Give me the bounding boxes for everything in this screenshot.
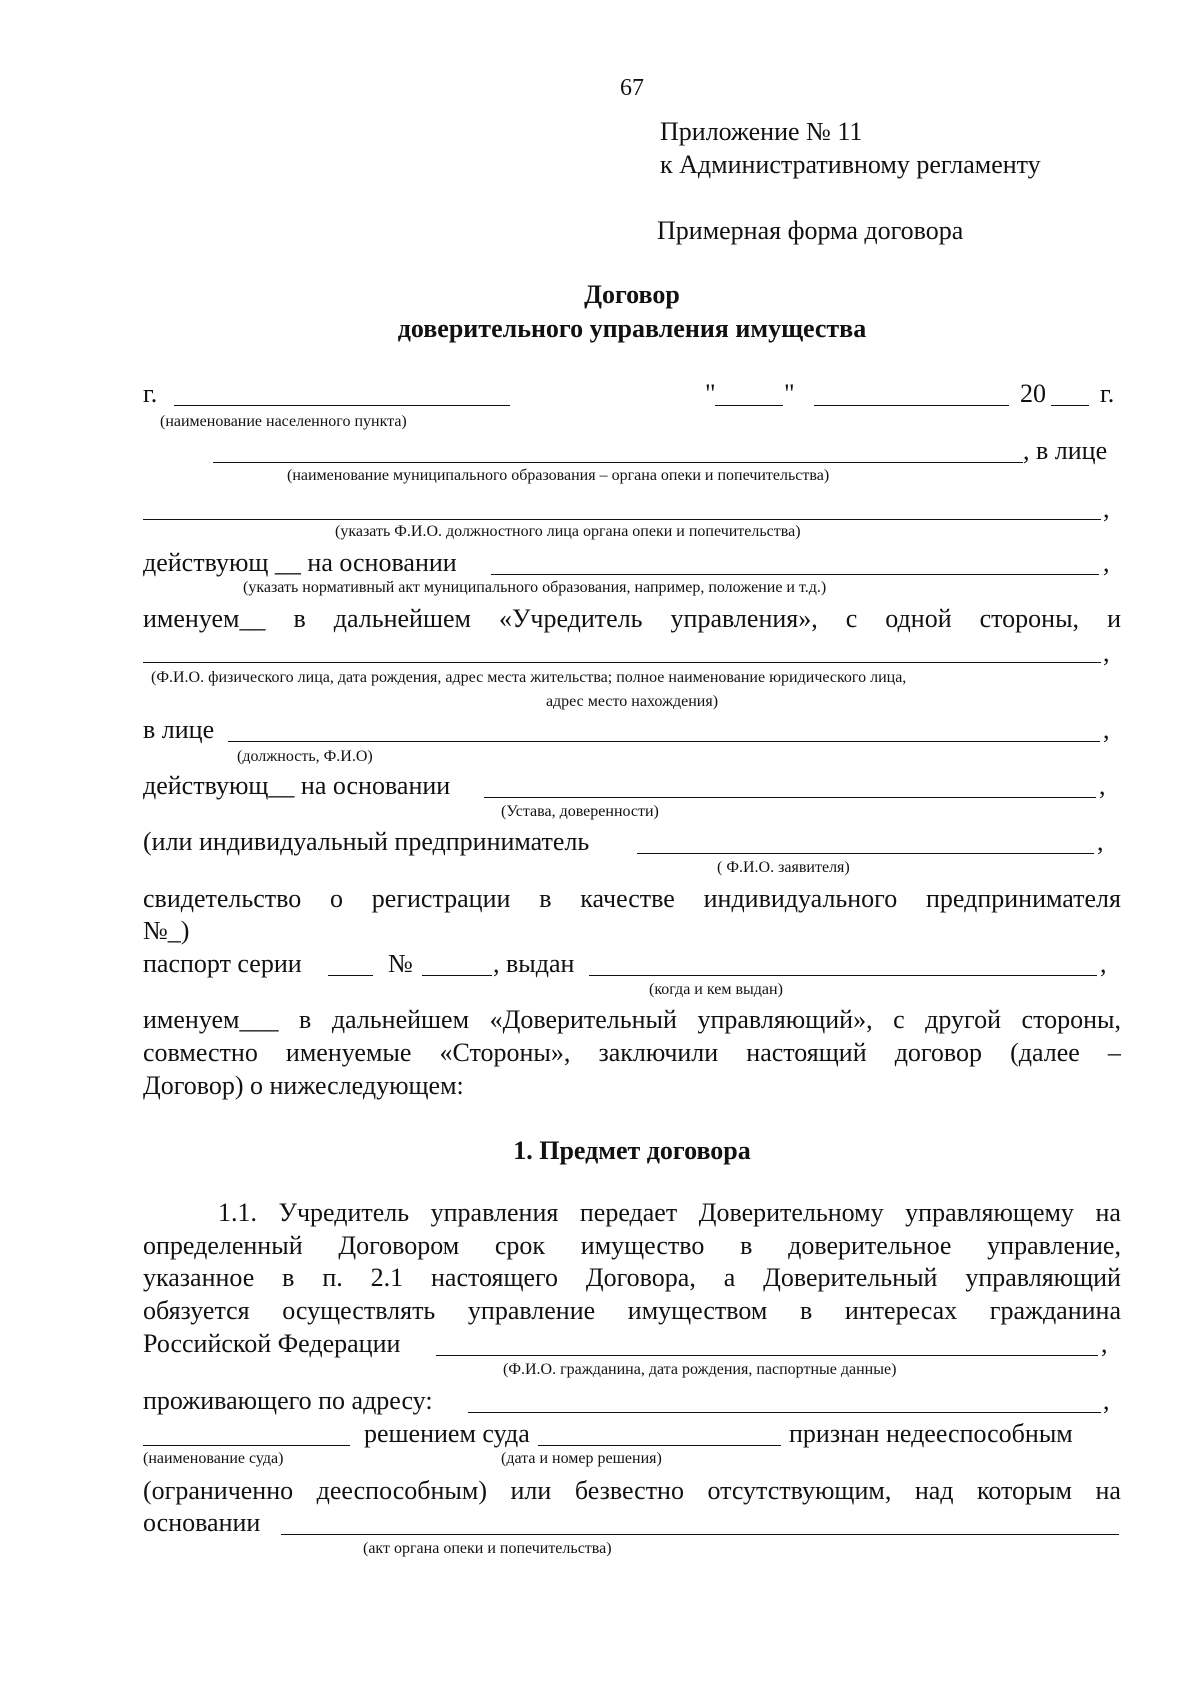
word: с: [893, 1005, 905, 1034]
section-heading: 1. Предмет договора: [513, 1136, 751, 1165]
date-quote-open: ": [705, 379, 716, 408]
official-comma: ,: [1103, 494, 1110, 523]
appendix-number: Приложение № 11: [660, 117, 863, 146]
word: настоящий: [746, 1038, 867, 1067]
jointly-named-line: [143, 1040, 1121, 1066]
municipality-blank: [213, 462, 1023, 463]
word: срок: [494, 1231, 546, 1260]
official-blank: [143, 519, 1101, 520]
day-blank: [715, 405, 783, 406]
word: предпринимателя: [925, 884, 1121, 913]
word: которым: [977, 1476, 1072, 1505]
word: в: [539, 884, 552, 913]
charter-blank: [484, 797, 1096, 798]
named-trustee-line: [143, 1007, 1121, 1033]
word: имуществом: [627, 1296, 768, 1325]
word: доверительное: [788, 1231, 952, 1260]
represented-by-label: в лице: [143, 715, 215, 744]
word: Учредитель: [278, 1198, 410, 1227]
issued-label: , выдан: [493, 949, 575, 978]
in-person-label: , в лице: [1023, 436, 1108, 465]
word: Доверительному: [698, 1198, 884, 1227]
issued-blank: [589, 975, 1097, 976]
citizen-blank: [436, 1355, 1098, 1356]
party-caption-line2: адрес место нахождения): [545, 693, 719, 710]
residing-label: проживающего по адресу:: [143, 1386, 433, 1415]
word: управления»,: [670, 604, 818, 633]
issued-caption: (когда и кем выдан): [649, 981, 783, 998]
word: другой: [925, 1005, 1001, 1034]
word: о: [330, 884, 344, 913]
city-prefix: г.: [143, 379, 158, 408]
municipality-caption: (наименование муниципального образования – органа опеки и попечительства): [287, 467, 830, 484]
paragraph-line: [143, 1265, 1121, 1291]
word: имущество: [580, 1231, 705, 1260]
word: «Стороны»,: [439, 1038, 571, 1067]
word: Договора,: [585, 1263, 696, 1292]
contract-title: Договор: [584, 280, 680, 309]
word: управляющий»,: [697, 1005, 873, 1034]
word: «Доверительный: [489, 1005, 677, 1034]
word: в: [799, 1296, 813, 1325]
certificate-number: №_): [143, 916, 190, 945]
named-founder-line: [143, 606, 1121, 632]
word: дальнейшем: [333, 604, 471, 633]
word: одной: [885, 604, 952, 633]
acting-basis-label: действующ __ на основании: [143, 548, 457, 577]
word: Доверительный: [763, 1263, 938, 1292]
russian-federation-label: Российской Федерации: [143, 1329, 401, 1358]
charter-caption: (Устава, доверенности): [501, 803, 659, 820]
court-blank: [143, 1445, 350, 1446]
applicant-blank: [637, 853, 1094, 854]
word: над: [914, 1476, 954, 1505]
paragraph-line: [143, 1298, 1121, 1324]
city-caption: (наименование населенного пункта): [160, 413, 407, 430]
word: именуем__: [143, 604, 266, 633]
word: на: [1095, 1198, 1121, 1227]
form-note: Примерная форма договора: [657, 216, 964, 245]
entrepreneur-label: (или индивидуальный предприниматель: [143, 827, 590, 856]
basis-blank: [491, 574, 1099, 575]
limited-capacity-line: [143, 1478, 1121, 1504]
word: именуемые: [285, 1038, 412, 1067]
word: стороны,: [1021, 1005, 1121, 1034]
word: 2.1: [370, 1263, 404, 1292]
word: передает: [579, 1198, 678, 1227]
word: дееспособным): [316, 1476, 487, 1505]
word: регистрации: [371, 884, 511, 913]
word: управляющий: [965, 1263, 1121, 1292]
representative-comma: ,: [1103, 715, 1110, 744]
word: управление,: [987, 1231, 1121, 1260]
issued-comma: ,: [1100, 949, 1107, 978]
word: совместно: [143, 1038, 258, 1067]
court-caption: (наименование суда): [143, 1450, 284, 1467]
address-comma: ,: [1103, 1386, 1110, 1415]
word: договор: [894, 1038, 983, 1067]
word: на: [1095, 1476, 1121, 1505]
charter-comma: ,: [1099, 771, 1106, 800]
passport-number-blank: [422, 975, 492, 976]
word: управления: [430, 1198, 559, 1227]
representative-blank: [228, 741, 1100, 742]
applicant-comma: ,: [1097, 827, 1104, 856]
paragraph-line: [218, 1200, 1121, 1226]
word: в: [293, 604, 306, 633]
city-blank: [174, 405, 510, 406]
word: в: [740, 1231, 753, 1260]
word: «Учредитель: [498, 604, 643, 633]
declared-incapable-label: признан недееспособным: [789, 1419, 1073, 1448]
official-caption: (указать Ф.И.О. должностного лица органа опеки и попечительства): [335, 523, 801, 540]
appendix-reference: к Административному регламенту: [660, 150, 1041, 179]
word: осуществлять: [282, 1296, 436, 1325]
word: стороны,: [979, 604, 1080, 633]
word: или: [510, 1476, 552, 1505]
word: (ограниченно: [143, 1476, 294, 1505]
party-blank: [143, 662, 1101, 663]
paragraph-line: [143, 1233, 1121, 1259]
court-decision-label: решением суда: [364, 1419, 530, 1448]
guardianship-blank: [281, 1534, 1119, 1535]
party-caption-line1: (Ф.И.О. физического лица, дата рождения, адрес места жительства; полное наименование юридического лица,: [151, 669, 907, 686]
passport-series-blank: [328, 975, 373, 976]
word: настоящего: [430, 1263, 559, 1292]
word: и: [1107, 604, 1121, 633]
decision-caption: (дата и номер решения): [501, 1450, 662, 1467]
word: именуем___: [143, 1005, 279, 1034]
citizen-caption: (Ф.И.О. гражданина, дата рождения, паспортные данные): [503, 1361, 897, 1378]
position-caption: (должность, Ф.И.О): [237, 748, 373, 765]
word: п.: [322, 1263, 343, 1292]
agreement-end: Договор) о нижеследующем:: [143, 1071, 464, 1100]
word: интересах: [844, 1296, 958, 1325]
passport-series-label: паспорт серии: [143, 949, 302, 978]
word: свидетельство: [143, 884, 302, 913]
word: указанное: [143, 1263, 255, 1292]
guardianship-caption: (акт органа опеки и попечительства): [363, 1540, 612, 1557]
year-suffix: г.: [1100, 379, 1115, 408]
date-quote-close: ": [784, 379, 795, 408]
word: 1.1.: [218, 1198, 257, 1227]
party-comma: ,: [1103, 638, 1110, 667]
word: индивидуального: [703, 884, 898, 913]
word: а: [723, 1263, 736, 1292]
word: –: [1107, 1038, 1121, 1067]
year-blank: [1051, 405, 1089, 406]
word: качестве: [580, 884, 675, 913]
word: с: [845, 604, 858, 633]
word: заключили: [598, 1038, 719, 1067]
word: дальнейшем: [331, 1005, 470, 1034]
applicant-caption: ( Ф.И.О. заявителя): [717, 859, 850, 876]
word: Договором: [338, 1231, 460, 1260]
page-number: 67: [620, 75, 644, 101]
normative-act-caption: (указать нормативный акт муниципального образования, например, положение и т.д.): [243, 579, 827, 596]
word: гражданина: [989, 1296, 1121, 1325]
word: управляющему: [905, 1198, 1074, 1227]
acting-basis-label-2: действующ__ на основании: [143, 771, 451, 800]
word: определенный: [143, 1231, 303, 1260]
contract-subtitle: доверительного управления имущества: [397, 314, 867, 343]
word: обязуется: [143, 1296, 250, 1325]
word: безвестно: [574, 1476, 684, 1505]
month-blank: [814, 405, 1009, 406]
word: в: [299, 1005, 312, 1034]
citizen-comma: ,: [1101, 1329, 1108, 1358]
passport-number-sign: №: [388, 949, 413, 978]
certificate-line: [143, 886, 1121, 912]
word: в: [282, 1263, 295, 1292]
address-blank: [468, 1412, 1101, 1413]
word: отсутствующим,: [707, 1476, 892, 1505]
basis-comma: ,: [1103, 548, 1110, 577]
decision-blank: [538, 1445, 781, 1446]
word: управление: [467, 1296, 596, 1325]
basis-label: основании: [143, 1508, 261, 1537]
word: (далее: [1010, 1038, 1080, 1067]
year-prefix: 20: [1020, 379, 1046, 408]
